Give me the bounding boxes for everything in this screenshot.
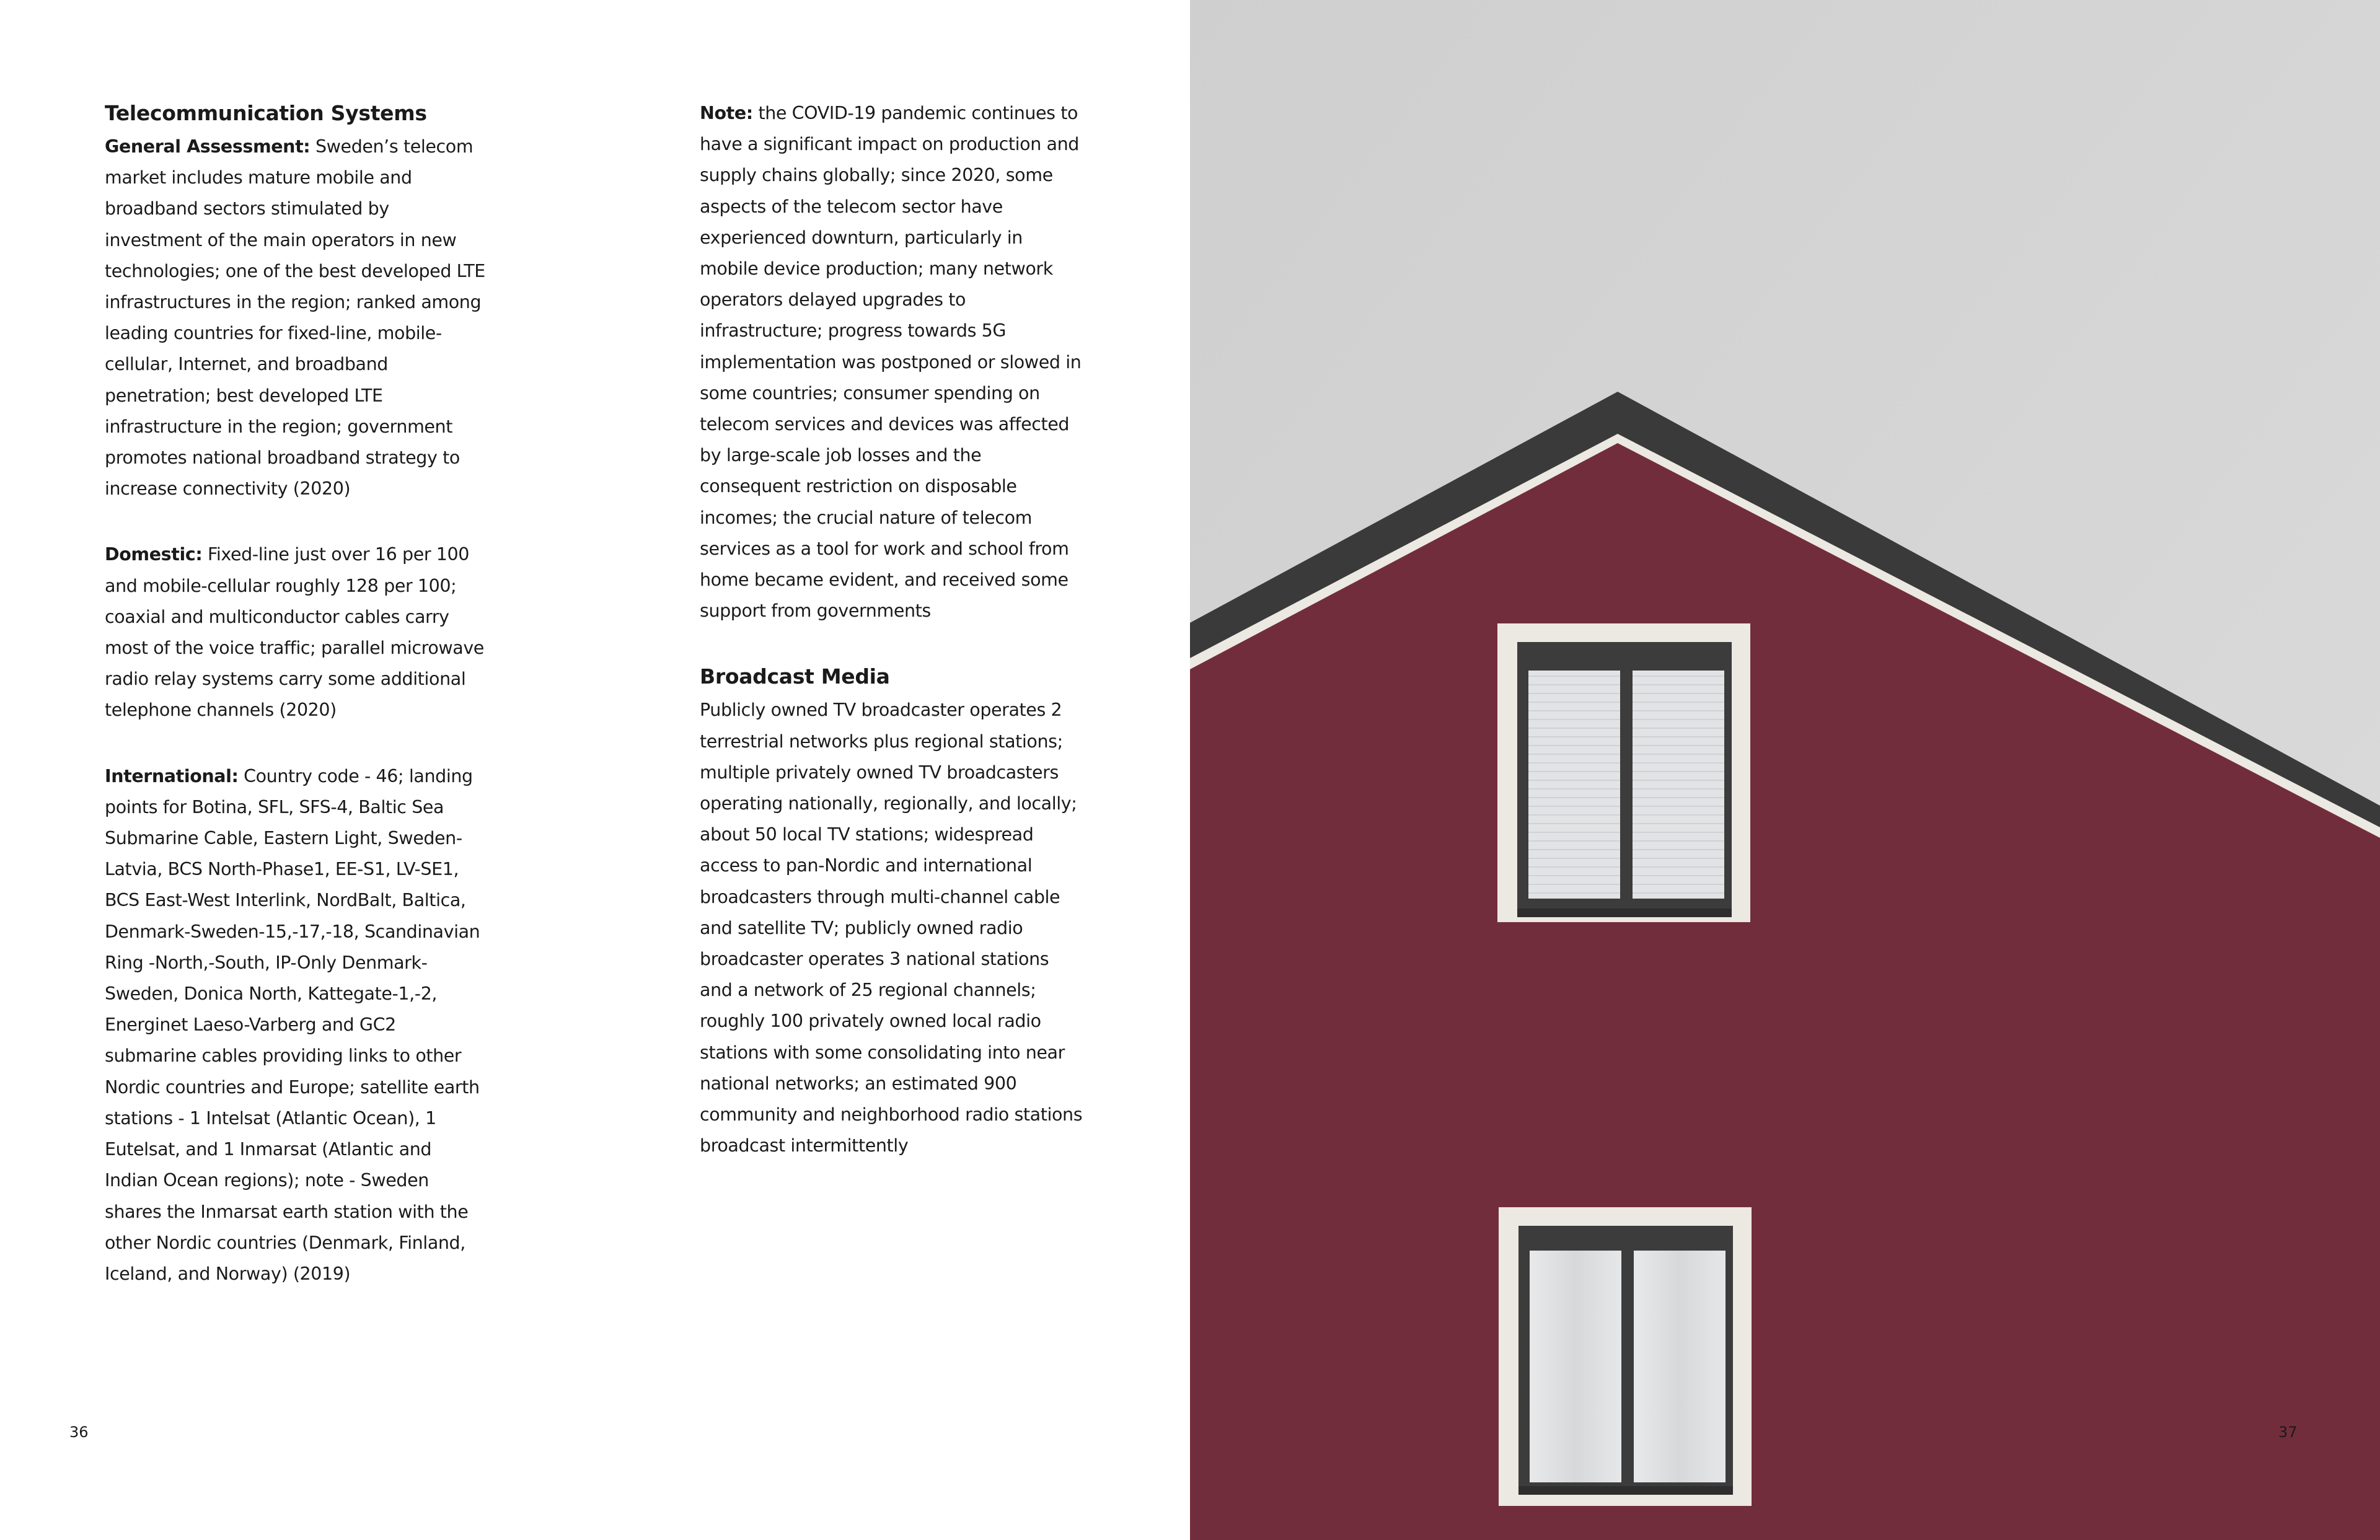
house-photo (1190, 0, 2380, 1540)
general-assessment-paragraph (105, 131, 489, 504)
domestic-text: Fixed-line just over 16 per 100 and mobile-cellular roughly 128 per 100; coaxial and multiconductor cables carry most of the voice traffic; parallel microwave radio relay systems carry some additional telephone channels (2020) (105, 544, 484, 721)
page-number-left: 36 (69, 1423, 89, 1441)
note-label: Note: (700, 103, 753, 123)
international-text: Country code - 46; landing points for Botina, SFL, SFS-4, Baltic Sea Submarine Cable, Eastern Light, Sweden-Latvia, BCS North-Phase1, EE-S1, LV-SE1, BCS East-West Interlink, NordBalt, Baltica, Denmark-Sweden-15,-17,-18, Scandinavian Ring -North,-South, IP-Only Denmark-Sweden, Donica North, Kattegate-1,-2, Energinet Laeso-Varberg and GC2 submarine cables providing links to other Nordic countries and Europe; satellite earth stations - 1 Intelsat (Atlantic Ocean), 1 Eutelsat, and 1 Inmarsat (Atlantic and Indian Ocean regions); note - Sweden shares the Inmarsat earth station with the other Nordic countries (Denmark, Finland, Iceland, and Norway) (2019) (105, 765, 480, 1284)
domestic-paragraph (105, 539, 489, 726)
international-label: International: (105, 765, 239, 786)
note-paragraph (700, 98, 1084, 627)
note-text: the COVID-19 pandemic continues to have a significant impact on production and supply chains globally; since 2020, some aspects of the telecom sector have experienced downturn, particularly in mobile device production; many network operators delayed upgrades to infrastructure; progress towards 5G implementation was postponed or slowed in some countries; consumer spending on telecom services and devices was affected by large-scale job losses and the consequent restriction on disposable incomes; the crucial nature of telecom services as a tool for work and school from home became evident, and received some support from governments (700, 103, 1082, 622)
general-assessment-label: General Assessment: (105, 136, 311, 157)
lower-window (1499, 1207, 1752, 1506)
broadcast-paragraph: Publicly owned TV broadcaster operates 2 terrestrial networks plus regional stations; multiple privately owned TV broadcasters operating nationally, regionally, and locally; about 50 local TV stations; widespread access to pan-Nordic and international broadcasters through multi-channel cable and satellite TV; publicly owned radio broadcaster operates 3 national stations and a network of 25 regional channels; roughly 100 privately owned local radio stations with some consolidating into near national networks; an estimated 900 community and neighborhood radio stations broadcast intermittently (700, 700, 1083, 1156)
domestic-label: Domestic: (105, 544, 203, 565)
section-heading-telecom: Telecommunication Systems (105, 101, 427, 125)
section-heading-broadcast: Broadcast Media (700, 664, 890, 689)
text-column-2 (700, 98, 1084, 1197)
right-page (1190, 0, 2380, 1540)
page-number-right: 37 (2278, 1423, 2298, 1441)
upper-window (1497, 623, 1750, 922)
general-assessment-text: Sweden’s telecom market includes mature mobile and broadband sectors stimulated by investment of the main operators in new technologies; one of the best developed LTE infrastructures in the region; ranked among leading countries for fixed-line, mobile-cellular, Internet, and broadband penetration; best developed LTE infrastructure in the region; government promotes national broadband strategy to increase connectivity (2020) (105, 136, 485, 499)
international-paragraph (105, 761, 489, 1290)
text-column-1 (105, 98, 489, 1324)
